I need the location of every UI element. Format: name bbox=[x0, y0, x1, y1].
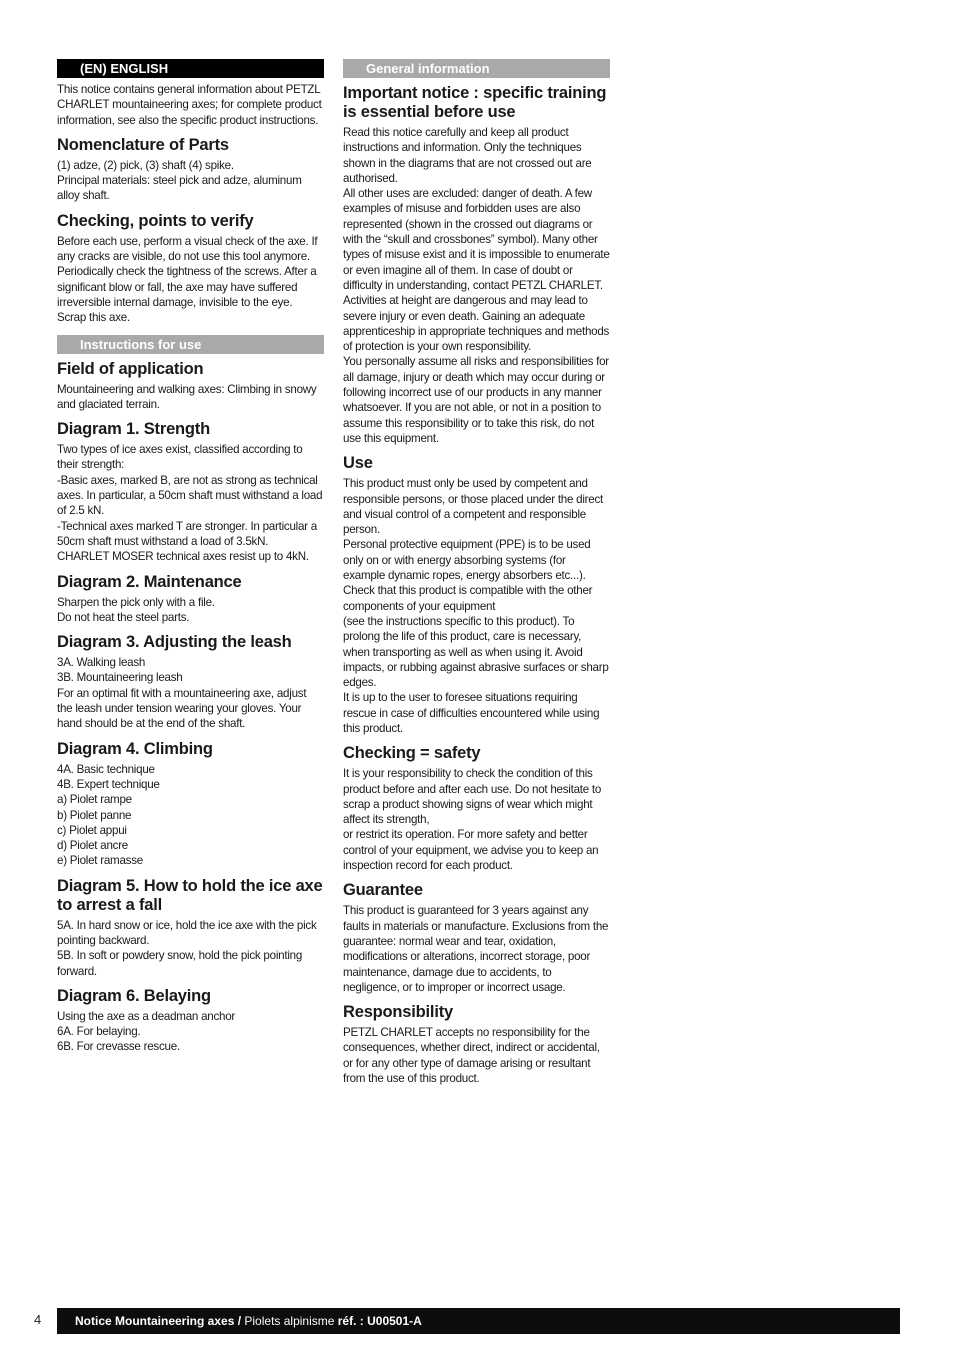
footer-title-regular: Piolets alpinisme bbox=[241, 1314, 338, 1328]
diagram2-p2: Do not heat the steel parts. bbox=[57, 610, 190, 624]
safety-text bbox=[343, 766, 610, 873]
diagram3-heading: Diagram 3. Adjusting the leash bbox=[57, 633, 292, 652]
diagram5-text bbox=[57, 918, 324, 979]
notice-p3: Activities at height are dangerous and may lead to severe injury or even death. Gaining an adequate apprenticeship in appropriate techniques and methods of protection is your own responsibility. bbox=[343, 294, 610, 354]
page-number: 4 bbox=[34, 1312, 42, 1327]
diagram2-text bbox=[57, 595, 324, 626]
diagram6-p3: 6B. For crevasse rescue. bbox=[57, 1040, 180, 1054]
safety-p2: or restrict its operation. For more safety and better control of your equipment, we advise you to keep an inspection record for each product. bbox=[343, 828, 599, 873]
footer-title-bold: Notice Mountaineering axes / bbox=[75, 1314, 242, 1328]
diagram5-heading: Diagram 5. How to hold the ice axe to arrest a fall bbox=[57, 876, 323, 914]
general-info-band: General information bbox=[343, 59, 610, 78]
use-p1: This product must only be used by competent and responsible persons, or those placed under the direct and visual control of a competent and responsible person. bbox=[343, 477, 604, 537]
diagram1-p1: Two types of ice axes exist, classified according to their strength: bbox=[57, 443, 303, 472]
intro-text: This notice contains general information about PETZL CHARLET mountaineering axes; for complete product information, see also the specific product instructions. bbox=[57, 83, 322, 127]
language-band: (EN) ENGLISH bbox=[57, 59, 324, 78]
diagram3-p1: 3A. Walking leash bbox=[57, 656, 146, 670]
diagram3-p2: 3B. Mountaineering leash bbox=[57, 671, 183, 685]
use-p4: It is up to the user to foresee situations requiring rescue in case of difficulties encountered while using this product. bbox=[343, 691, 600, 735]
use-p2: Personal protective equipment (PPE) is to be used only on or with energy absorbing systems (for example dynamic ropes, energy absorbers etc...). Check that this product is compatible with the other components of your equipment bbox=[343, 538, 593, 613]
guarantee-heading: Guarantee bbox=[343, 881, 423, 900]
diagram4-item: a) Piolet rampe bbox=[57, 793, 132, 807]
right-column bbox=[343, 59, 610, 1086]
diagram3-p3: For an optimal fit with a mountaineering axe, adjust the leash under tension wearing your gloves. Your hand should be at the end of the shaft. bbox=[57, 686, 307, 731]
field-text: Mountaineering and walking axes: Climbing in snowy and glaciated terrain. bbox=[57, 382, 317, 411]
checking-heading: Checking, points to verify bbox=[57, 211, 254, 230]
use-heading: Use bbox=[343, 454, 373, 473]
diagram6-text bbox=[57, 1009, 324, 1055]
nomenclature-materials: Principal materials: steel pick and adze, aluminum alloy shaft. bbox=[57, 174, 302, 203]
notice-p4: You personally assume all risks and responsibilities for all damage, injury or death which may occur during or following incorrect use of our products in any manner whatsoever. If you are not able, or not in a position to assume this responsibility or to take this risk, do not use this equipment. bbox=[343, 355, 609, 445]
diagram1-p2: -Basic axes, marked B, are not as strong as technical axes. In particular, a 50cm shaft must withstand a load of 2.5 kN. bbox=[57, 473, 323, 518]
diagram4-item: c) Piolet appui bbox=[57, 823, 127, 837]
diagram1-p4: CHARLET MOSER technical axes resist up to 4kN. bbox=[57, 550, 309, 564]
safety-p1: It is your responsibility to check the condition of this product before and after each use. Do not hesitate to scrap a product showing signs of wear which might affect its strength, bbox=[343, 767, 602, 827]
diagram1-text bbox=[57, 442, 324, 564]
diagram5-p2: 5B. In soft or powdery snow, hold the pick pointing forward. bbox=[57, 949, 303, 978]
diagram5-p1: 5A. In hard snow or ice, hold the ice axe with the pick pointing backward. bbox=[57, 918, 317, 947]
nomenclature-heading: Nomenclature of Parts bbox=[57, 135, 229, 154]
diagram4-item: b) Piolet panne bbox=[57, 808, 132, 822]
guarantee-text: This product is guaranteed for 3 years against any faults in materials or manufacture. Exclusions from the guarantee: normal wear and tear, oxidation, modifications or alterations, incorrect storage, poor maintenance, damage due to accidents, to negligence, or to improper or incorrect usage. bbox=[343, 904, 609, 994]
notice-heading: Important notice : specific training is essential before use bbox=[343, 84, 607, 121]
diagram4-item: 4B. Expert technique bbox=[57, 777, 160, 791]
diagram4-item: d) Piolet ancre bbox=[57, 839, 129, 853]
responsibility-heading: Responsibility bbox=[343, 1003, 453, 1022]
use-text bbox=[343, 476, 610, 736]
diagram4-heading: Diagram 4. Climbing bbox=[57, 739, 213, 758]
diagram4-item: e) Piolet ramasse bbox=[57, 854, 143, 868]
notice-text bbox=[343, 125, 610, 446]
left-column bbox=[57, 59, 324, 1055]
diagram6-p1: Using the axe as a deadman anchor bbox=[57, 1009, 236, 1023]
diagram2-heading: Diagram 2. Maintenance bbox=[57, 572, 242, 591]
nomenclature-parts: (1) adze, (2) pick, (3) shaft (4) spike. bbox=[57, 158, 234, 172]
field-heading: Field of application bbox=[57, 359, 204, 378]
diagram6-heading: Diagram 6. Belaying bbox=[57, 986, 211, 1005]
safety-heading: Checking = safety bbox=[343, 744, 481, 763]
diagram6-p2: 6A. For belaying. bbox=[57, 1025, 141, 1039]
use-p3: (see the instructions specific to this product). To prolong the life of this product, care is necessary, when transporting as well as when using it. Avoid impacts, or rubbing against abrasive surfaces or sharp edges. bbox=[343, 614, 609, 690]
diagram4-list bbox=[57, 762, 324, 869]
responsibility-text: PETZL CHARLET accepts no responsibility for the consequences, whether direct, indirect or accidental, or for any other type of damage arising or resultant from the use of this product. bbox=[343, 1026, 600, 1086]
diagram1-p3: -Technical axes marked T are stronger. In particular a 50cm shaft must withstand a load of 3.5kN. bbox=[57, 519, 317, 548]
footer-ref: réf. : U00501-A bbox=[337, 1314, 422, 1328]
diagram1-heading: Diagram 1. Strength bbox=[57, 420, 210, 439]
instructions-band: Instructions for use bbox=[57, 335, 324, 354]
notice-p2: All other uses are excluded: danger of death. A few examples of misuse and forbidden uses are also represented (shown in the crossed out diagrams or with the “skull and crossbones” symbol). Many other types of misuse exist and it is impossible to enumerate or even imagine all of them. In case of doubt or difficulty in understanding, contact PETZL CHARLET. bbox=[343, 187, 610, 292]
diagram4-item: 4A. Basic technique bbox=[57, 762, 155, 776]
checking-text: Before each use, perform a visual check of the axe. If any cracks are visible, do not use this tool anymore. Periodically check the tightness of the screws. After a significant blow or fall, the axe may have suffered irreversible internal damage, invisible to the eye. Scrap this axe. bbox=[57, 234, 318, 325]
diagram3-text bbox=[57, 655, 324, 731]
notice-p1: Read this notice carefully and keep all product instructions and information. Only the techniques shown in the diagrams that are not crossed out are authorised. bbox=[343, 126, 592, 185]
diagram2-p1: Sharpen the pick only with a file. bbox=[57, 595, 215, 609]
footer-bar bbox=[57, 1308, 900, 1334]
nomenclature-text bbox=[57, 158, 324, 204]
